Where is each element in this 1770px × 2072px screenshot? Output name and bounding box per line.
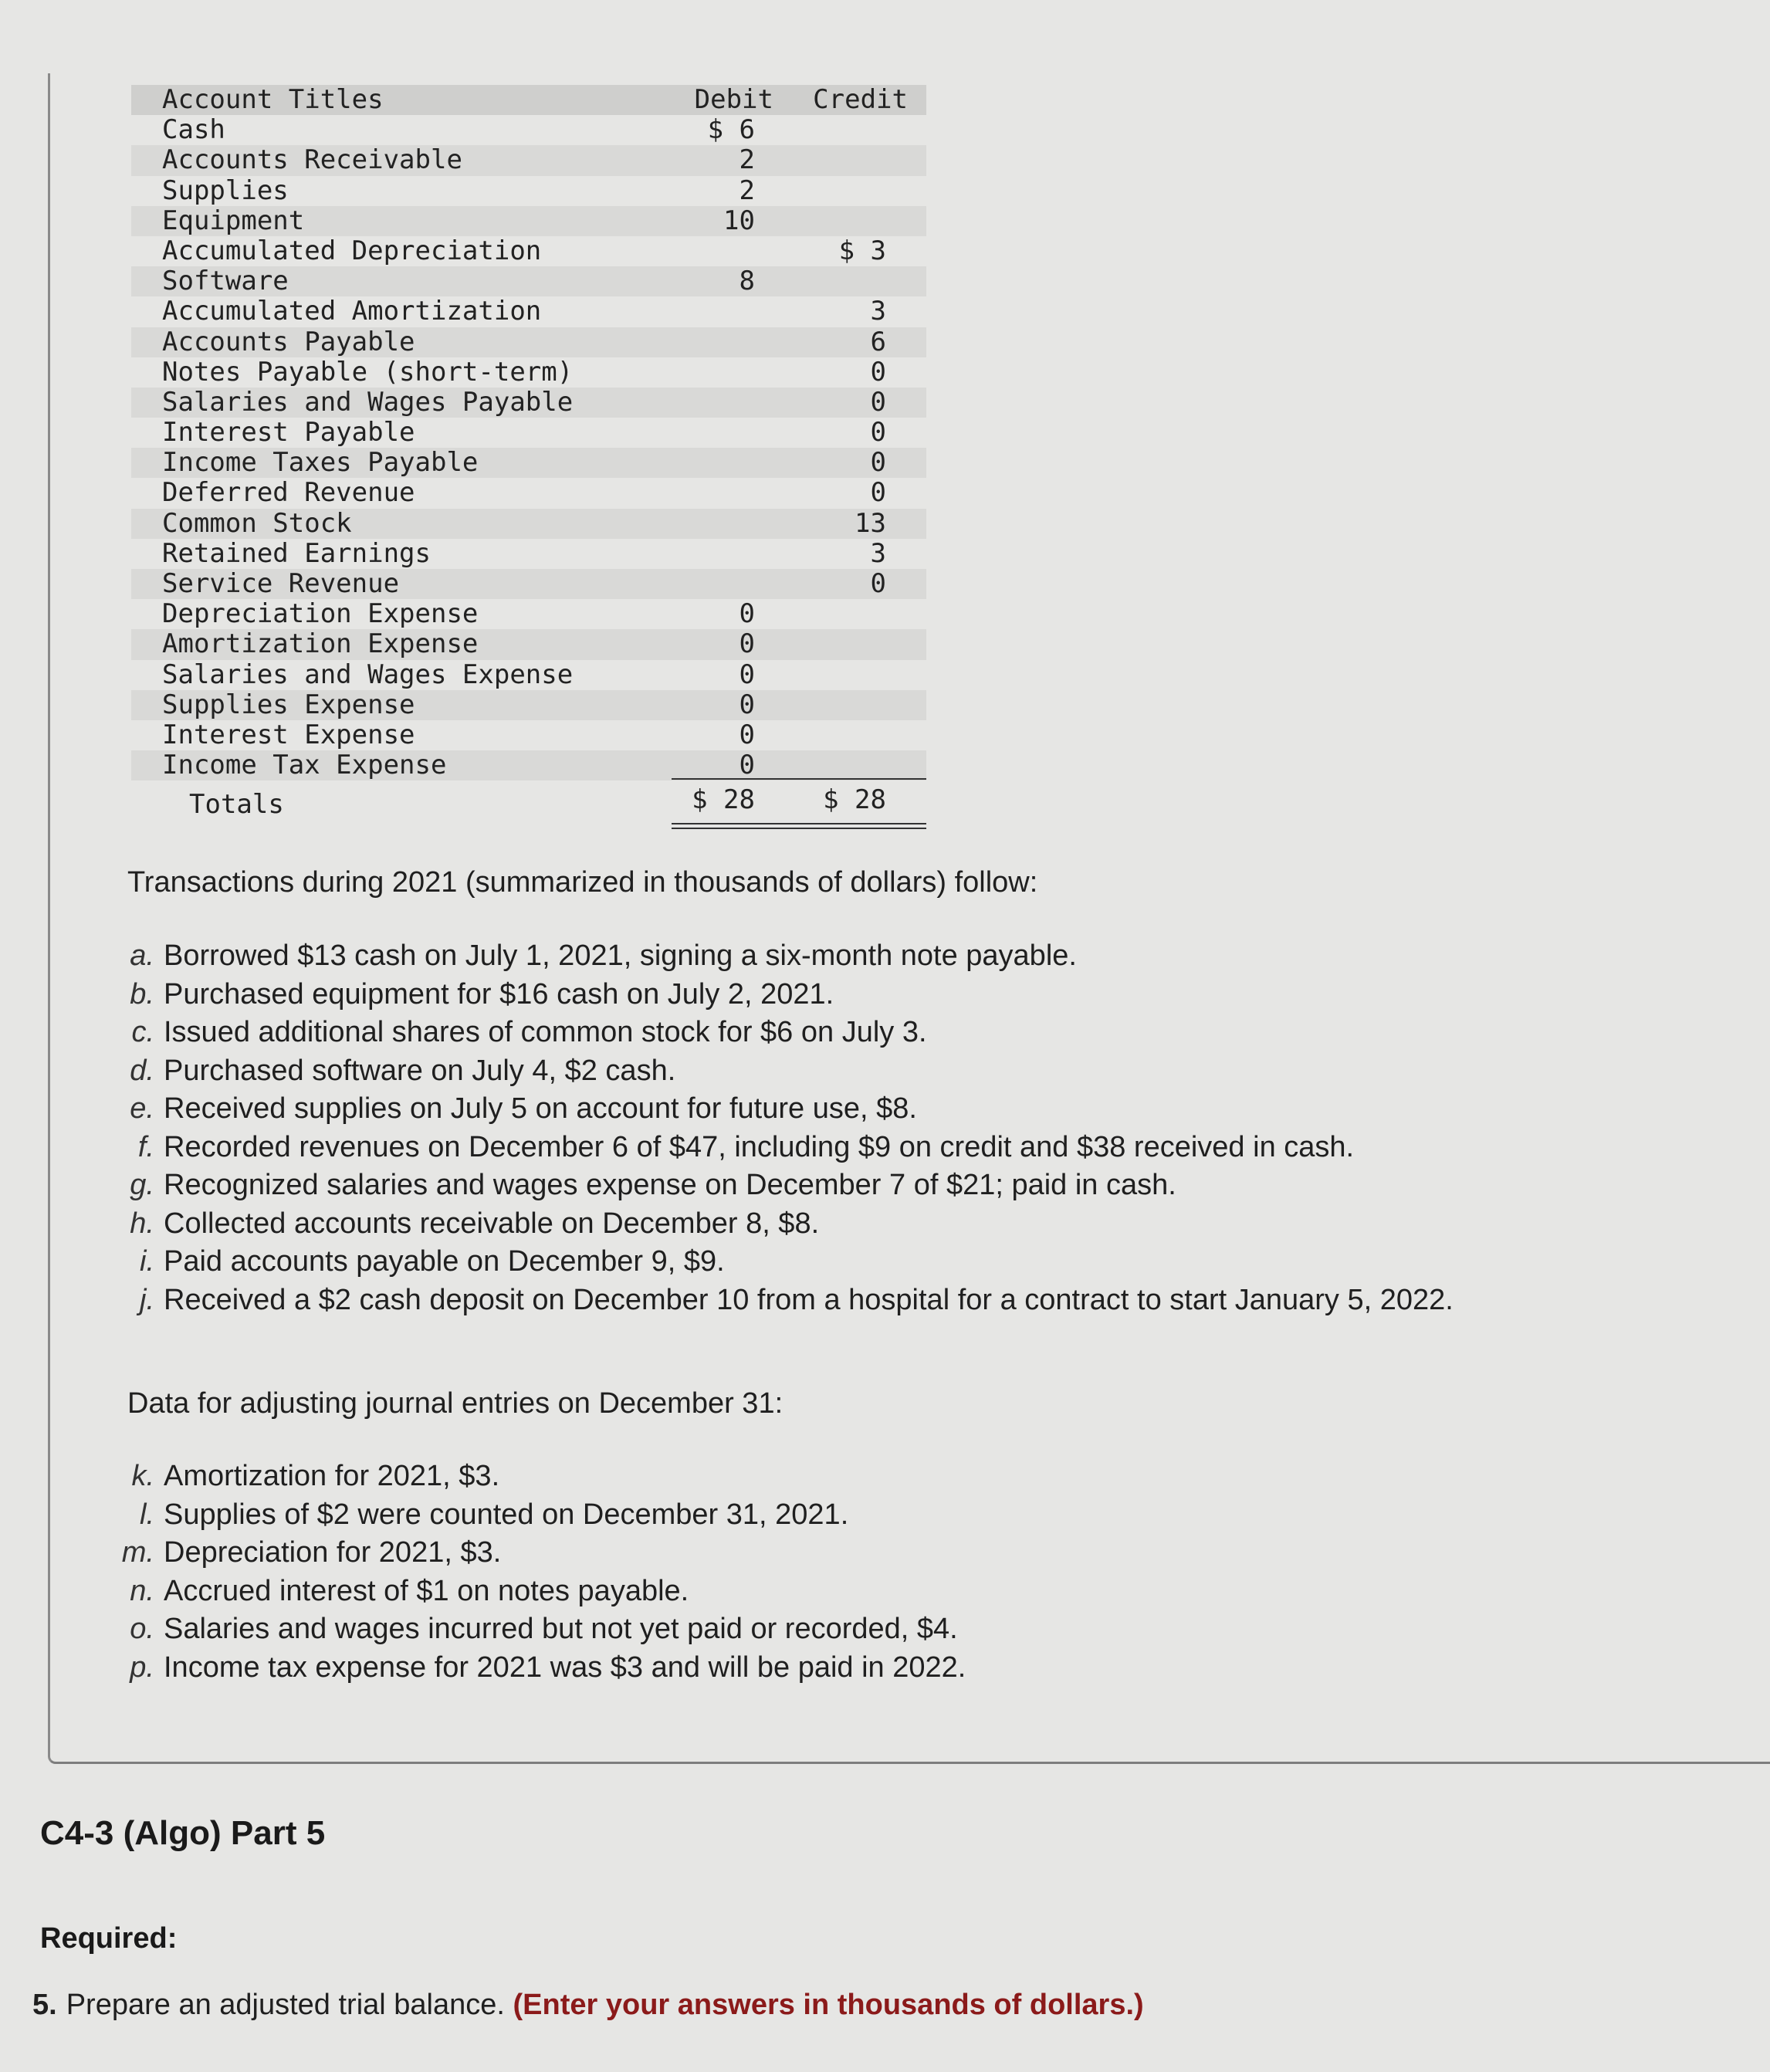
table-row [131, 236, 926, 266]
account-title: Depreciation Expense [162, 598, 479, 630]
account-title: Interest Expense [162, 719, 415, 750]
account-title: Equipment [162, 205, 305, 236]
table-row [131, 599, 926, 629]
table-row [131, 448, 926, 478]
account-title: Deferred Revenue [162, 477, 415, 509]
item-letter: p. [130, 1650, 154, 1684]
account-title: Service Revenue [162, 568, 400, 599]
header-credit: Credit [813, 84, 908, 115]
adjustments-intro: Data for adjusting journal entries on December 31: [127, 1387, 783, 1420]
debit-value: 0 [739, 659, 755, 690]
totals-single-rule [672, 778, 926, 780]
item-letter: d. [130, 1054, 154, 1087]
item-text: Paid accounts payable on December 9, $9. [164, 1245, 725, 1278]
account-title: Salaries and Wages Payable [162, 386, 574, 418]
account-title: Software [162, 266, 289, 297]
credit-value: 0 [870, 568, 886, 599]
item-text: Borrowed $13 cash on July 1, 2021, signing a six-month note payable. [164, 940, 1077, 972]
debit-value: 2 [739, 144, 755, 176]
trial-balance-table [131, 85, 926, 780]
table-row [131, 145, 926, 175]
table-row [131, 539, 926, 569]
debit-value: 0 [739, 750, 755, 781]
item-letter: h. [130, 1207, 154, 1240]
table-header-row [131, 85, 926, 115]
account-title: Accounts Payable [162, 326, 415, 357]
account-title: Supplies [162, 174, 289, 206]
account-title: Amortization Expense [162, 628, 479, 660]
account-title: Accumulated Depreciation [162, 235, 542, 266]
debit-value: 8 [739, 266, 755, 297]
totals-debit: $ 28 [692, 784, 755, 815]
table-row [131, 115, 926, 145]
debit-value: 0 [739, 598, 755, 630]
item-text: Received a $2 cash deposit on December 10 from a hospital for a contract to start January 5, 2022. [164, 1283, 1454, 1316]
item-letter: a. [130, 940, 154, 972]
required-label: Required: [40, 1922, 178, 1955]
table-row [131, 296, 926, 327]
debit-value: 0 [739, 719, 755, 750]
credit-value: 3 [870, 296, 886, 327]
item-letter: g. [130, 1169, 154, 1201]
account-title: Income Taxes Payable [162, 447, 479, 479]
account-title: Cash [162, 114, 225, 146]
item-text: Accrued interest of $1 on notes payable. [164, 1574, 689, 1607]
credit-value: $ 3 [838, 235, 886, 266]
item-letter: l. [140, 1498, 154, 1531]
account-title: Retained Earnings [162, 537, 431, 569]
credit-value: 13 [855, 507, 886, 539]
item-text: Collected accounts receivable on December 8, $8. [164, 1207, 820, 1240]
account-title: Interest Payable [162, 417, 415, 449]
item-letter: c. [131, 1016, 154, 1048]
item-letter: k. [131, 1460, 154, 1492]
totals-credit: $ 28 [823, 784, 886, 815]
table-row [131, 509, 926, 539]
question-text: Prepare an adjusted trial balance. [66, 1989, 505, 2021]
item-text: Recorded revenues on December 6 of $47, including $9 on credit and $38 received in cash. [164, 1130, 1355, 1163]
totals-double-rule [672, 823, 926, 829]
table-row [131, 418, 926, 448]
account-title: Supplies Expense [162, 689, 415, 720]
table-row [131, 478, 926, 508]
item-text: Income tax expense for 2021 was $3 and will be paid in 2022. [164, 1650, 966, 1684]
account-title: Notes Payable (short-term) [162, 356, 574, 388]
credit-value: 0 [870, 447, 886, 479]
table-row [131, 206, 926, 236]
table-row [131, 569, 926, 599]
table-row [131, 327, 926, 357]
item-text: Depreciation for 2021, $3. [164, 1536, 502, 1569]
debit-value: 0 [739, 689, 755, 720]
question [32, 1989, 1144, 2022]
table-row [131, 388, 926, 418]
item-text: Purchased software on July 4, $2 cash. [164, 1054, 676, 1087]
item-letter: n. [130, 1574, 154, 1607]
question-hint: (Enter your answers in thousands of dollars.) [513, 1989, 1144, 2021]
item-text: Salaries and wages incurred but not yet paid or recorded, $4. [164, 1613, 958, 1645]
account-title: Common Stock [162, 507, 352, 539]
account-title: Accounts Receivable [162, 144, 462, 176]
header-account-titles: Account Titles [162, 84, 384, 115]
debit-value: $ 6 [707, 114, 755, 146]
table-row [131, 266, 926, 296]
item-letter: i. [140, 1245, 154, 1278]
credit-value: 0 [870, 386, 886, 418]
credit-value: 0 [870, 477, 886, 509]
item-text: Supplies of $2 were counted on December 31, 2021. [164, 1498, 849, 1531]
item-letter: b. [130, 977, 154, 1011]
debit-value: 2 [739, 174, 755, 206]
table-row [131, 357, 926, 388]
item-text: Issued additional shares of common stock for $6 on July 3. [164, 1016, 927, 1048]
item-letter: f. [137, 1130, 154, 1163]
debit-value: 10 [723, 205, 755, 236]
debit-value: 0 [739, 628, 755, 660]
table-row [131, 629, 926, 659]
table-row [131, 720, 926, 750]
credit-value: 0 [870, 417, 886, 449]
item-text: Amortization for 2021, $3. [164, 1460, 500, 1492]
table-row [131, 176, 926, 206]
item-letter: o. [130, 1613, 154, 1645]
credit-value: 3 [870, 537, 886, 569]
totals-row [131, 778, 926, 832]
account-title: Salaries and Wages Expense [162, 659, 574, 690]
part-title: C4-3 (Algo) Part 5 [40, 1814, 326, 1852]
table-row [131, 750, 926, 780]
credit-value: 0 [870, 356, 886, 388]
account-title: Income Tax Expense [162, 750, 447, 781]
item-letter: j. [140, 1283, 154, 1316]
item-letter: e. [130, 1092, 154, 1125]
item-letter: m. [121, 1536, 154, 1569]
account-title: Accumulated Amortization [162, 296, 542, 327]
question-number: 5. [32, 1989, 57, 2021]
item-text: Purchased equipment for $16 cash on July 2, 2021. [164, 977, 834, 1011]
transactions-intro: Transactions during 2021 (summarized in thousands of dollars) follow: [127, 866, 1038, 899]
item-text: Recognized salaries and wages expense on December 7 of $21; paid in cash. [164, 1169, 1176, 1201]
table-row [131, 660, 926, 690]
table-row [131, 690, 926, 720]
header-debit: Debit [694, 84, 773, 115]
credit-value: 6 [870, 326, 886, 357]
totals-label: Totals [189, 789, 284, 820]
item-text: Received supplies on July 5 on account for future use, $8. [164, 1092, 917, 1125]
